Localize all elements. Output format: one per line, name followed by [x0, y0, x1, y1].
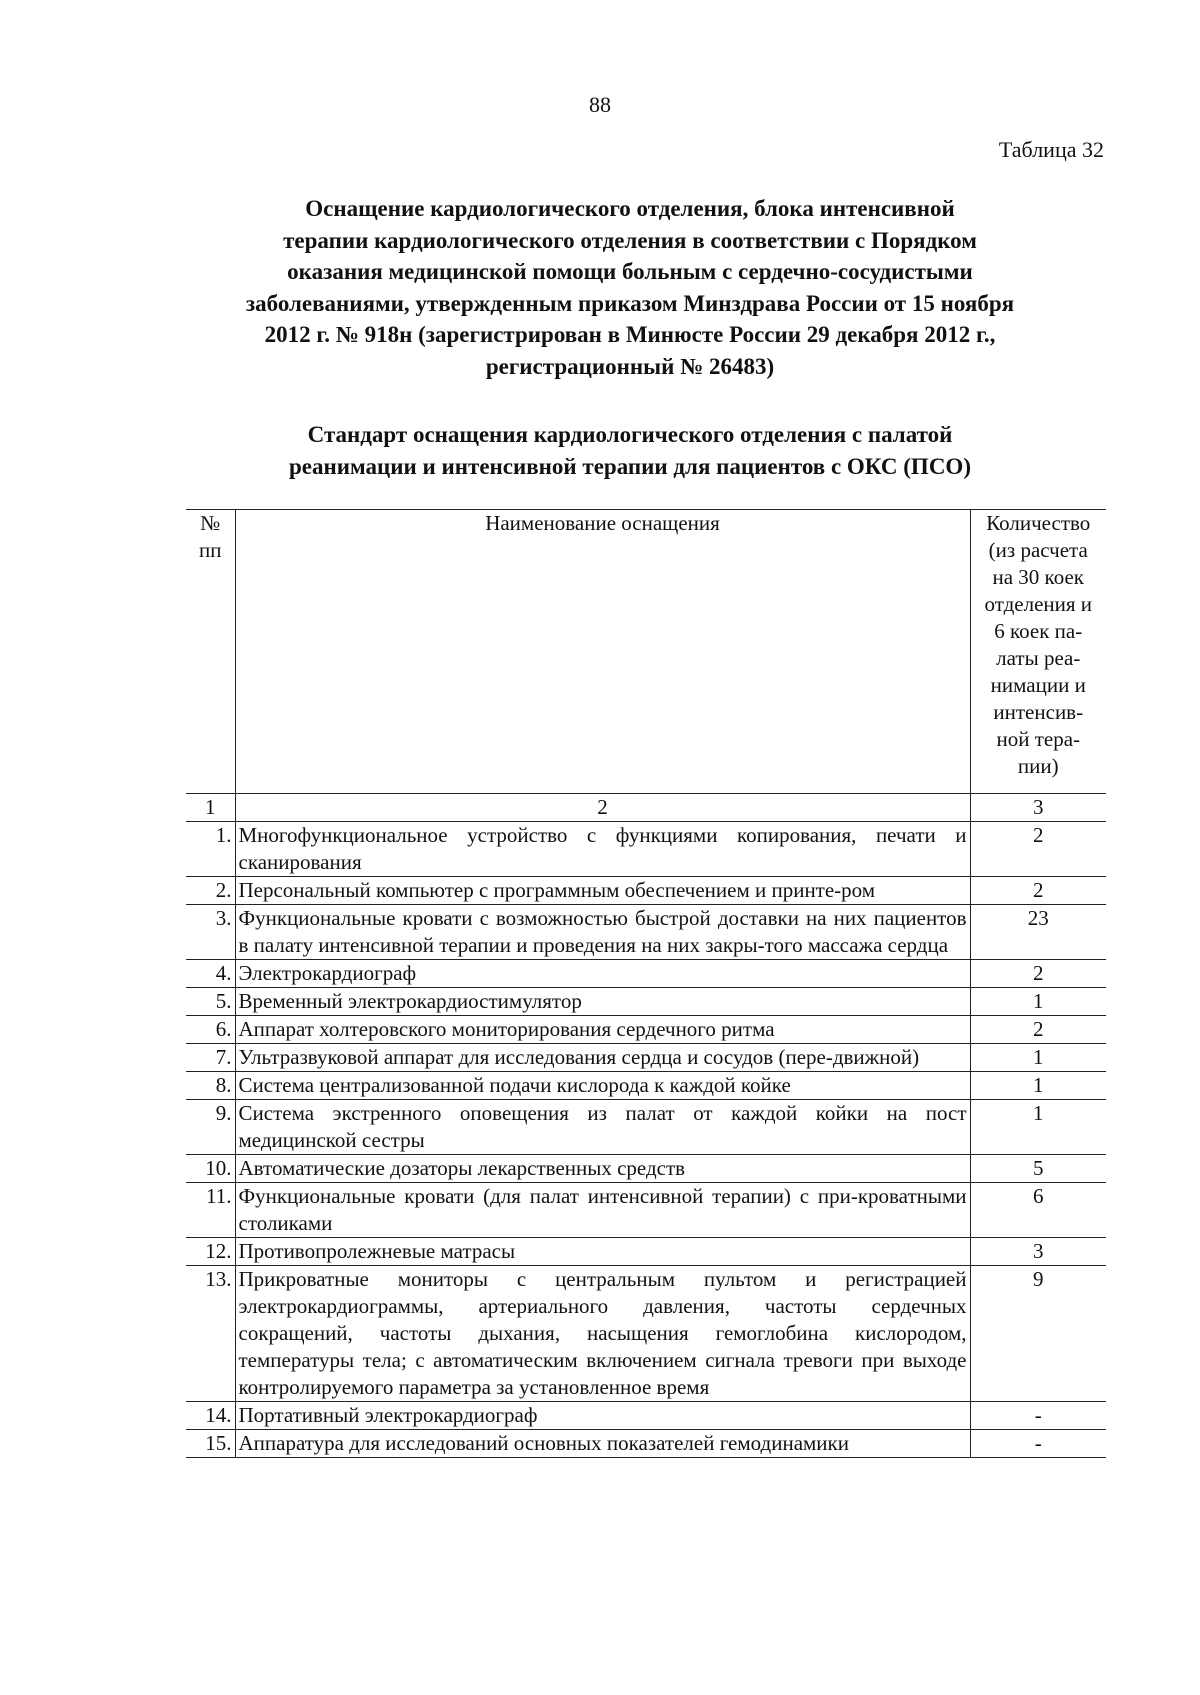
row-number: 8. — [186, 1072, 235, 1100]
header-number-line: № — [200, 511, 221, 535]
table-row — [186, 1100, 1106, 1155]
equipment-name: Прикроватные мониторы с центральным пультом и регистрацией электрокардиограммы, артериального давления, частоты сердечных сокращений, частоты дыхания, насыщения гемоглобина кислородом, температуры тела; с автоматическим включением сигнала тревоги при выходе контролируемого параметра за установленное время — [235, 1266, 970, 1402]
equipment-name: Функциональные кровати с возможностью быстрой доставки на них пациентов в палату интенсивной терапии и проведения на них закры-того массажа сердца — [235, 905, 970, 960]
table-row — [186, 1072, 1106, 1100]
column-number-row — [186, 794, 1106, 822]
column-number: 2 — [235, 794, 970, 822]
row-number: 15. — [186, 1430, 235, 1458]
equipment-name: Многофункциональное устройство с функциями копирования, печати и сканирования — [235, 822, 970, 877]
row-number: 7. — [186, 1044, 235, 1072]
column-number: 1 — [186, 794, 235, 822]
header-quantity-line: ной тера- — [996, 727, 1081, 751]
title-line: оказания медицинской помощи больным с сердечно-сосудистыми — [287, 259, 973, 284]
header-quantity-line: нимации и — [990, 673, 1086, 697]
table-row — [186, 988, 1106, 1016]
quantity: 1 — [970, 1100, 1106, 1155]
equipment-name: Портативный электрокардиограф — [235, 1402, 970, 1430]
title-line: 2012 г. № 918н (зарегистрирован в Минюсте России 29 декабря 2012 г., — [264, 322, 996, 347]
title-line: регистрационный № 26483) — [485, 353, 775, 379]
table-row — [186, 877, 1106, 905]
row-number: 5. — [186, 988, 235, 1016]
table-row — [186, 960, 1106, 988]
table-row — [186, 1183, 1106, 1238]
header-quantity-line: на 30 коек — [992, 565, 1084, 589]
header-quantity-line: 6 коек па- — [994, 619, 1083, 643]
row-number: 4. — [186, 960, 235, 988]
page-number: 88 — [589, 92, 611, 117]
equipment-name: Электрокардиограф — [235, 960, 970, 988]
document-title — [170, 193, 1090, 382]
table-row — [186, 1044, 1106, 1072]
quantity: 23 — [970, 905, 1106, 960]
quantity: 2 — [970, 960, 1106, 988]
quantity: 6 — [970, 1183, 1106, 1238]
column-number: 3 — [970, 794, 1106, 822]
equipment-table — [186, 509, 1106, 1458]
table-row — [186, 1238, 1106, 1266]
document-subtitle — [170, 419, 1090, 482]
row-number: 14. — [186, 1402, 235, 1430]
quantity: - — [970, 1402, 1106, 1430]
row-number: 13. — [186, 1266, 235, 1402]
row-number: 11. — [186, 1183, 235, 1238]
quantity: 9 — [970, 1266, 1106, 1402]
subtitle-line: реанимации и интенсивной терапии для пациентов с ОКС (ПСО) — [289, 453, 971, 479]
row-number: 9. — [186, 1100, 235, 1155]
title-line: Оснащение кардиологического отделения, блока интенсивной — [305, 196, 955, 221]
table-row — [186, 822, 1106, 877]
quantity: - — [970, 1430, 1106, 1458]
header-quantity — [970, 510, 1106, 794]
quantity: 3 — [970, 1238, 1106, 1266]
header-quantity-line: отделения и — [984, 592, 1093, 616]
equipment-name: Система экстренного оповещения из палат от каждой койки на пост медицинской сестры — [235, 1100, 970, 1155]
table-row — [186, 1155, 1106, 1183]
header-quantity-line: латы реа- — [996, 646, 1081, 670]
equipment-name: Аппаратура для исследований основных показателей гемодинамики — [235, 1430, 970, 1458]
table-row — [186, 1016, 1106, 1044]
equipment-name: Аппарат холтеровского мониторирования сердечного ритма — [235, 1016, 970, 1044]
header-quantity-line: (из расчета — [988, 538, 1088, 562]
table-row — [186, 1430, 1106, 1458]
row-number: 10. — [186, 1155, 235, 1183]
title-line: заболеваниями, утвержденным приказом Минздрава России от 15 ноября — [245, 290, 1015, 316]
row-number: 12. — [186, 1238, 235, 1266]
equipment-name: Автоматические дозаторы лекарственных средств — [235, 1155, 970, 1183]
title-line: терапии кардиологического отделения в соответствии с Порядком — [283, 227, 977, 253]
equipment-name: Ультразвуковой аппарат для исследования сердца и сосудов (пере-движной) — [235, 1044, 970, 1072]
header-number — [186, 510, 235, 794]
row-number: 3. — [186, 905, 235, 960]
quantity: 2 — [970, 822, 1106, 877]
header-quantity-line: пии) — [1017, 754, 1059, 778]
quantity: 1 — [970, 1072, 1106, 1100]
quantity: 2 — [970, 877, 1106, 905]
row-number: 2. — [186, 877, 235, 905]
equipment-name: Система централизованной подачи кислорода к каждой койке — [235, 1072, 970, 1100]
header-quantity-line: Количество — [986, 511, 1091, 535]
table-header-row — [186, 510, 1106, 794]
header-number-line: пп — [199, 538, 222, 562]
quantity: 2 — [970, 1016, 1106, 1044]
table-label: Таблица 32 — [998, 137, 1104, 162]
equipment-name: Противопролежневые матрасы — [235, 1238, 970, 1266]
table-row — [186, 1402, 1106, 1430]
row-number: 6. — [186, 1016, 235, 1044]
table-row — [186, 1266, 1106, 1402]
header-quantity-line: интенсив- — [993, 700, 1084, 724]
quantity: 1 — [970, 988, 1106, 1016]
quantity: 1 — [970, 1044, 1106, 1072]
header-name: Наименование оснащения — [235, 510, 970, 794]
equipment-name: Персональный компьютер с программным обеспечением и принте-ром — [235, 877, 970, 905]
row-number: 1. — [186, 822, 235, 877]
equipment-name: Функциональные кровати (для палат интенсивной терапии) с при-кроватными столиками — [235, 1183, 970, 1238]
table-row — [186, 905, 1106, 960]
subtitle-line: Стандарт оснащения кардиологического отделения с палатой — [307, 422, 953, 447]
quantity: 5 — [970, 1155, 1106, 1183]
equipment-name: Временный электрокардиостимулятор — [235, 988, 970, 1016]
